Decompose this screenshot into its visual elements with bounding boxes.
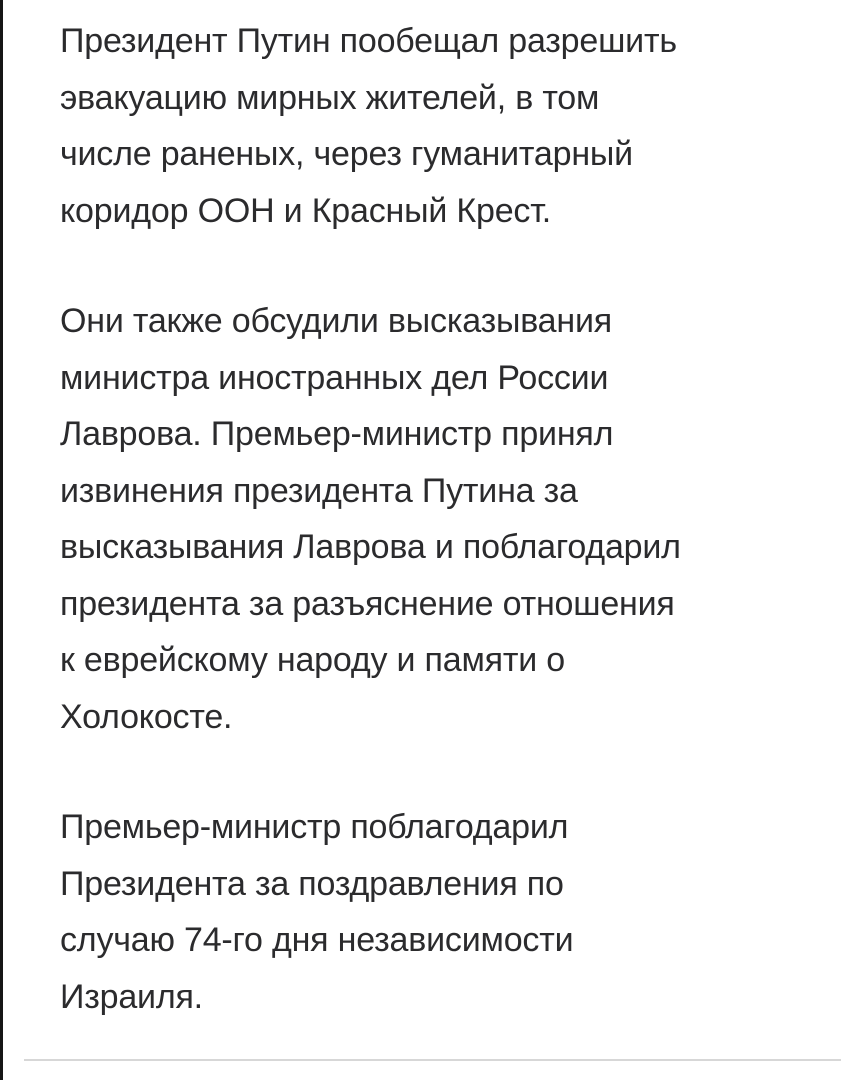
article-line: эвакуацию мирных жителей, в том (60, 78, 600, 117)
article-line: Президента за поздравления по (60, 864, 564, 903)
article-line: коридор ООН и Красный Крест. (60, 191, 552, 230)
article-paragraph (60, 13, 800, 239)
article-line: министра иностранных дел России (60, 358, 609, 397)
article-line: извинения президента Путина за (60, 471, 578, 510)
screenshot-left-border (0, 0, 3, 1080)
article-line: Президент Путин пообещал разрешить (60, 22, 677, 60)
article-line: случаю 74-го дня независимости (60, 921, 574, 959)
article-line: Лаврова. Премьер-министр принял (60, 415, 614, 453)
article-line: Премьер-министр поблагодарил (60, 808, 569, 846)
article-line: Они также обсудили высказывания (60, 302, 612, 340)
section-divider (24, 1059, 841, 1061)
article-line: Израиля. (60, 977, 203, 1016)
article-line: президента за разъяснение отношения (60, 584, 675, 623)
article-line: к еврейскому народу и памяти о (60, 641, 565, 679)
article-line: высказывания Лаврова и поблагодарил (60, 528, 681, 566)
article-line: Холокосте. (60, 697, 233, 736)
article-line: числе раненых, через гуманитарный (60, 135, 633, 173)
article-paragraph (60, 799, 800, 1025)
article-paragraph (60, 293, 800, 745)
